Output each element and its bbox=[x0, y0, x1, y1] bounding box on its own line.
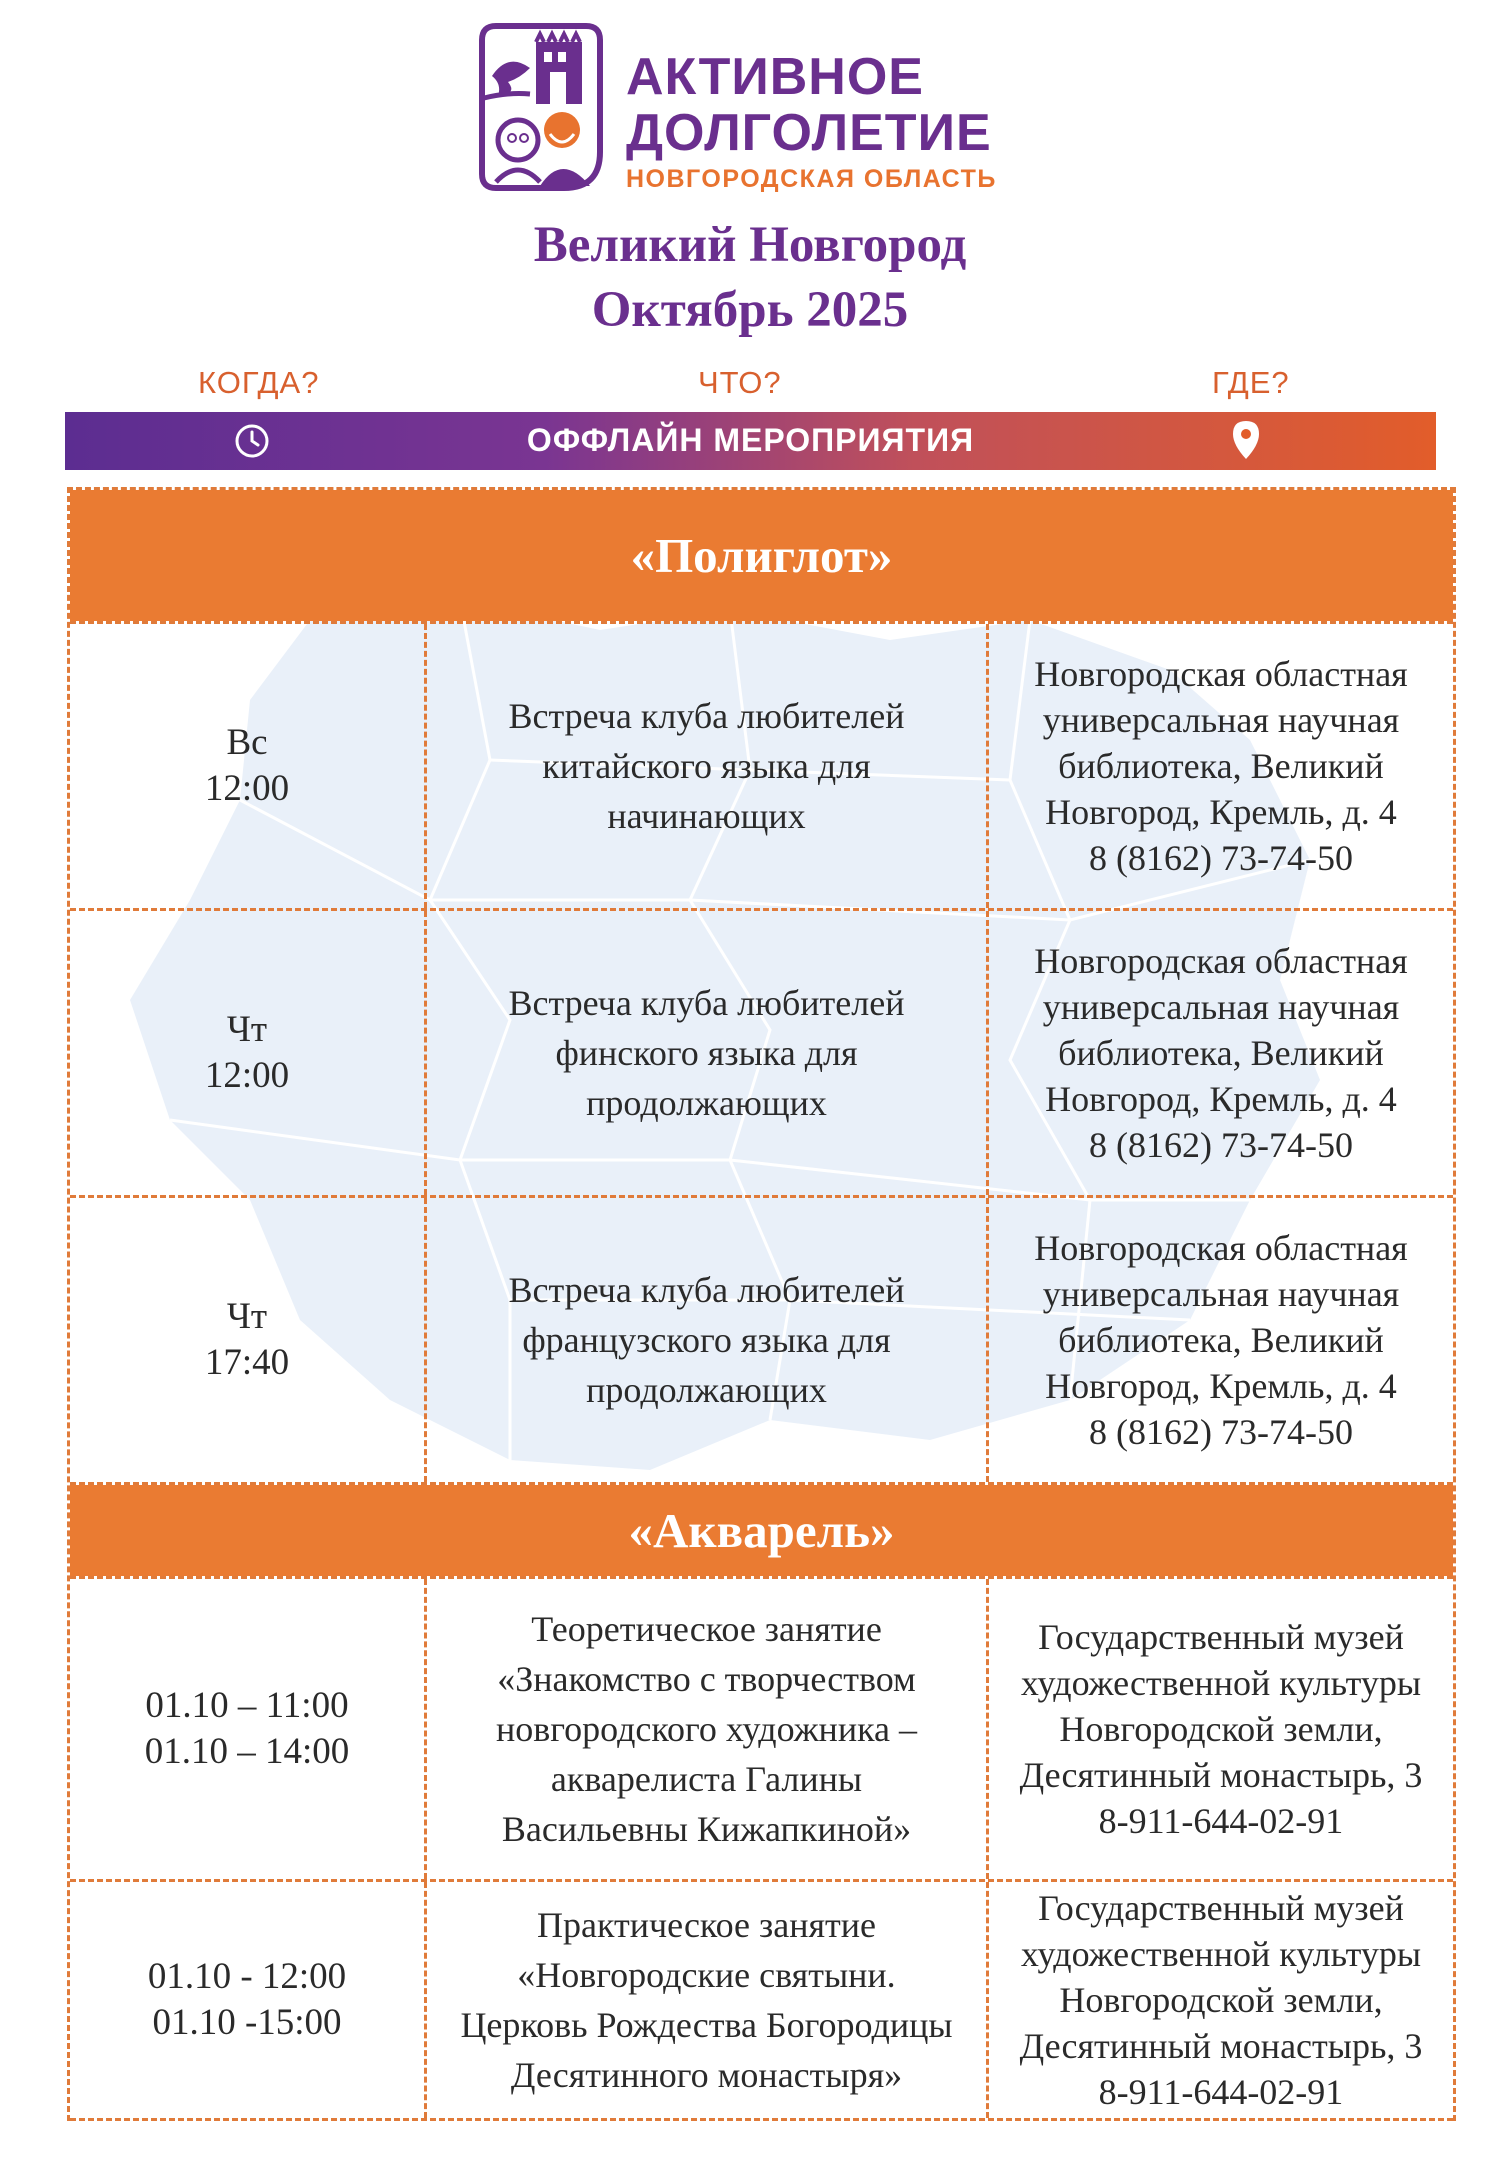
table-row bbox=[70, 1576, 1453, 1879]
event-time: Чт 17:40 bbox=[204, 1296, 290, 1383]
section-header-watercolor: «Акварель» bbox=[70, 1485, 1453, 1576]
event-description: Встреча клуба любителей финского языка для продолжающих bbox=[424, 911, 989, 1195]
event-description: Теоретическое занятие «Знакомство с творчеством новгородского художника – акварелиста Галины Васильевны Кижапкиной» bbox=[424, 1579, 989, 1879]
page-title-month: Октябрь 2025 bbox=[591, 282, 909, 338]
logo-text-line2: ДОЛГОЛЕТИЕ bbox=[626, 104, 992, 162]
table-row bbox=[70, 1879, 1453, 2121]
logo-emblem-icon bbox=[478, 22, 604, 194]
event-location: Новгородская областная универсальная научная библиотека, Великий Новгород, Кремль, д. 4 8 (8162) 73-74-50 bbox=[1034, 1228, 1408, 1452]
event-time: 01.10 - 12:00 01.10 -15:00 bbox=[147, 1956, 347, 2043]
table-row bbox=[70, 621, 1453, 908]
event-time: Вс 12:00 bbox=[204, 722, 290, 809]
column-header-what: ЧТО? bbox=[698, 365, 782, 400]
event-description: Практическое занятие «Новгородские святыни. Церковь Рождества Богородицы Десятинного монастыря» bbox=[424, 1882, 989, 2118]
page-title-city: Великий Новгород bbox=[533, 217, 967, 273]
event-time: 01.10 – 11:00 01.10 – 14:00 bbox=[144, 1685, 350, 1772]
event-location: Новгородская областная универсальная научная библиотека, Великий Новгород, Кремль, д. 4 8 (8162) 73-74-50 bbox=[1034, 654, 1408, 878]
logo-text-line3: НОВГОРОДСКАЯ ОБЛАСТЬ bbox=[626, 165, 997, 193]
offline-events-band bbox=[65, 412, 1436, 470]
logo-text-line1: АКТИВНОЕ bbox=[626, 48, 924, 106]
logo-active-longevity bbox=[478, 22, 1038, 200]
event-time: Чт 12:00 bbox=[204, 1009, 290, 1096]
location-pin-icon bbox=[1231, 419, 1261, 461]
events-table bbox=[67, 487, 1456, 2121]
event-location: Государственный музей художественной культуры Новгородской земли, Десятинный монастырь, 3 8-911-644-02-91 bbox=[1019, 1888, 1423, 2112]
event-location: Государственный музей художественной культуры Новгородской земли, Десятинный монастырь, 3 8-911-644-02-91 bbox=[1019, 1617, 1423, 1841]
section-separator bbox=[70, 1482, 1453, 1576]
table-row bbox=[70, 1195, 1453, 1482]
event-description: Встреча клуба любителей китайского языка для начинающих bbox=[424, 624, 989, 908]
event-description: Встреча клуба любителей французского языка для продолжающих bbox=[424, 1198, 989, 1482]
section-header-polyglot: «Полиглот» bbox=[70, 490, 1453, 621]
column-header-when: КОГДА? bbox=[198, 365, 320, 400]
offline-events-label: ОФФЛАЙН МЕРОПРИЯТИЯ bbox=[526, 422, 975, 458]
table-row bbox=[70, 908, 1453, 1195]
column-header-where: ГДЕ? bbox=[1212, 365, 1290, 400]
event-location: Новгородская областная универсальная научная библиотека, Великий Новгород, Кремль, д. 4 8 (8162) 73-74-50 bbox=[1034, 941, 1408, 1165]
